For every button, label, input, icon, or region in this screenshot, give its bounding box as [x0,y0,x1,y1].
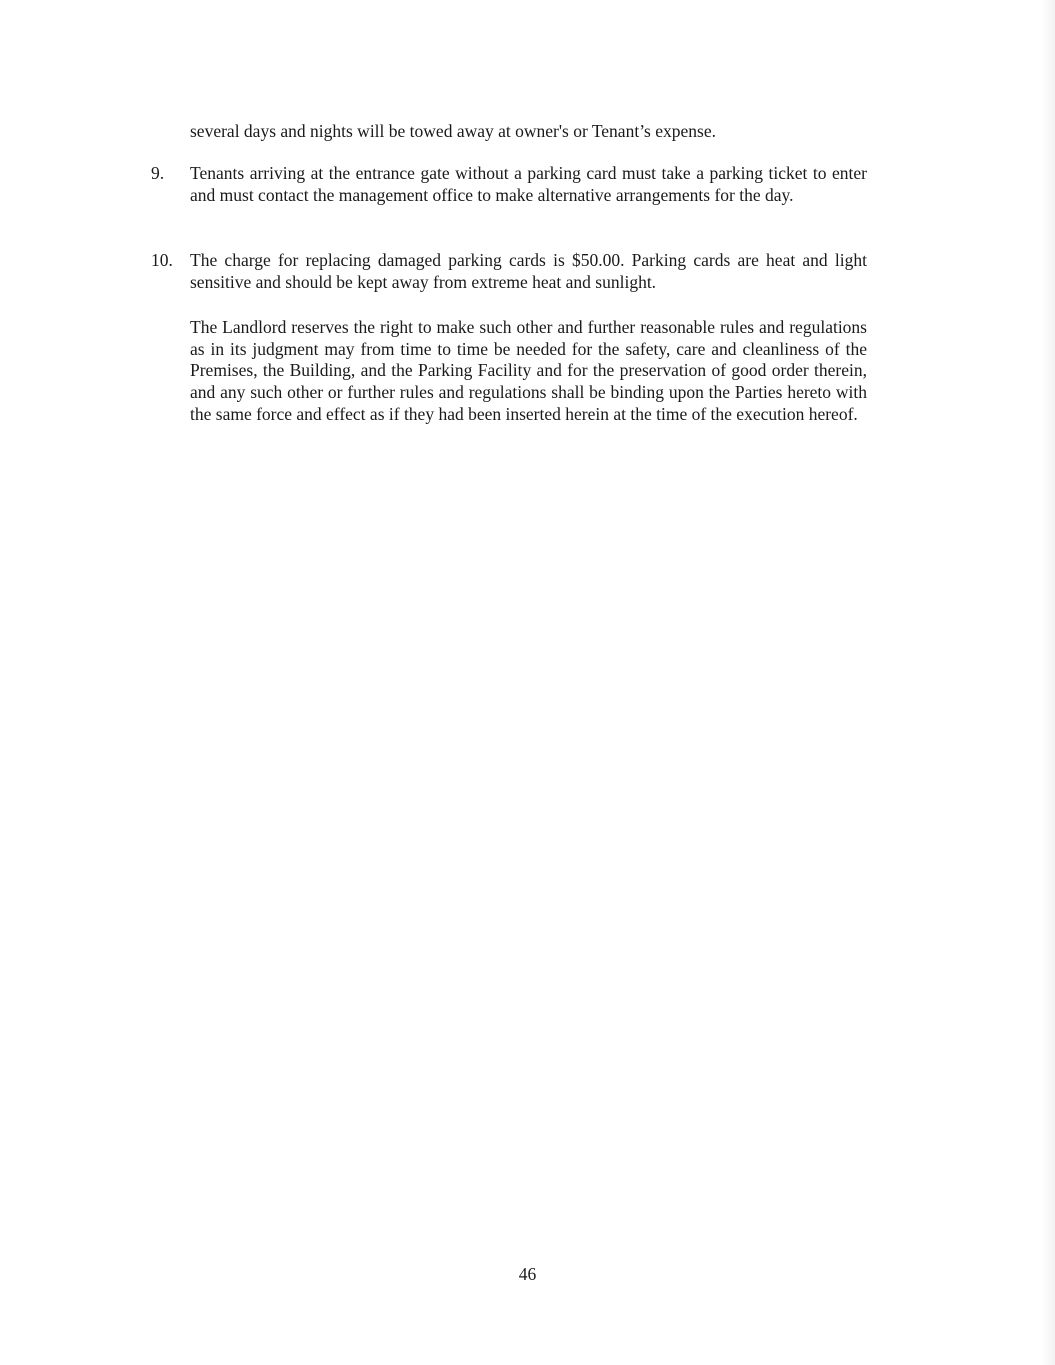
closing-paragraph: The Landlord reserves the right to make such other and further reasonable rules and regulations as in its judgment may from time to time be needed for the safety, care and cleanliness of the Premises, the Building, and the Parking Facility and for the preservation of good order therein, and any such other or further rules and regulations shall be binding upon the Parties hereto with the same force and effect as if they had been inserted herein at the time of the execution hereof. [190,317,867,424]
item-number: 10. [151,250,173,270]
item-text: The charge for replacing damaged parking cards is $50.00. Parking cards are heat and light sensitive and should be kept away from extreme heat and sunlight. [190,250,867,292]
scan-edge-shading [1041,0,1055,1365]
item-text: Tenants arriving at the entrance gate without a parking card must take a parking ticket to enter and must contact the management office to make alternative arrangements for the day. [190,163,867,205]
item-number: 9. [151,163,165,183]
page-number: 46 [518,1264,537,1284]
continuation-text: several days and nights will be towed away at owner's or Tenant’s expense. [190,121,716,141]
